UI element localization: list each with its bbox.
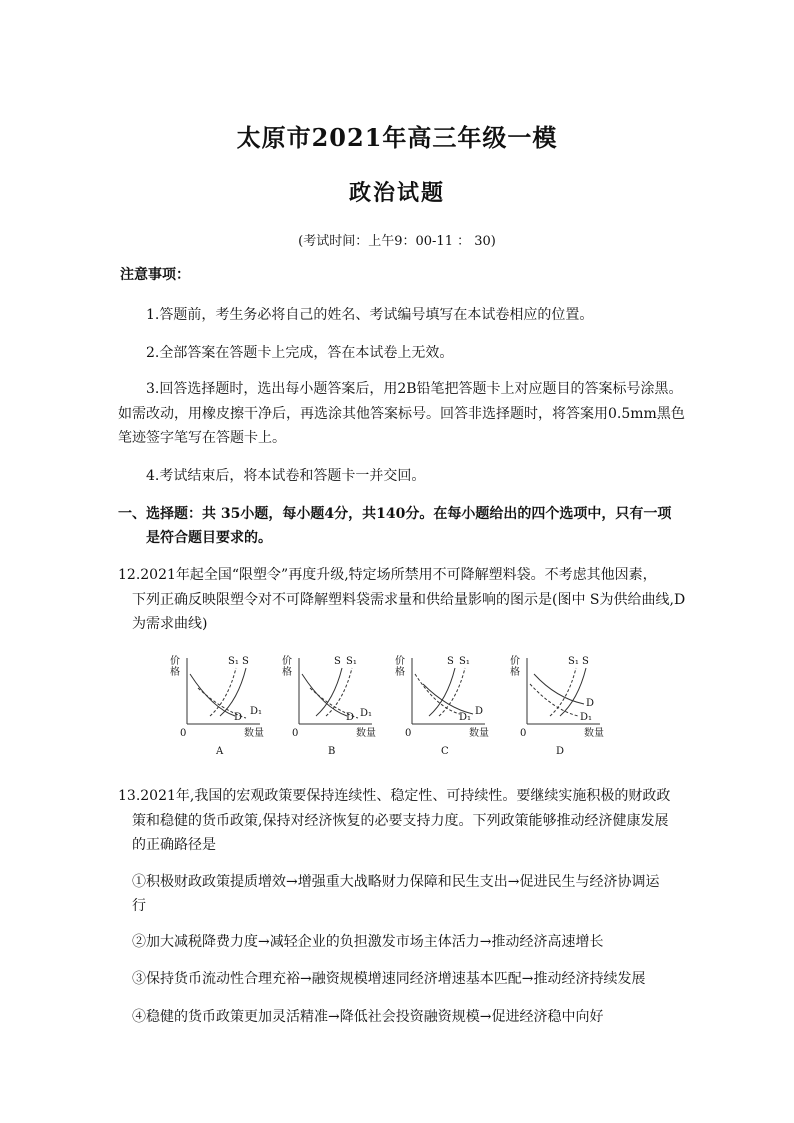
notice-item: 4.考试结束后，将本试卷和答题卡一并交回。 <box>146 468 426 484</box>
graph-y-label: 价格 <box>510 656 520 678</box>
curve-label: S <box>582 656 589 667</box>
notice-item: 如需改动，用橡皮擦干净后，再选涂其他答案标号。回答非选择题时，将答案用0.5mm黑色 <box>118 406 685 422</box>
supply-demand-figure <box>160 648 620 760</box>
question-13-text: 策和稳健的货币政策,保持对经济恢复的必要支持力度。下列政策能够推动经济健康发展 <box>132 813 669 829</box>
curve-label: D₁ <box>459 712 472 723</box>
notice-item: 笔迹签字笔写在答题卡上。 <box>118 430 286 446</box>
graph-option-label: D <box>556 746 565 757</box>
graph-option-label: C <box>441 746 449 757</box>
graph-x-label: 数量 <box>244 728 264 739</box>
graph-a <box>160 648 270 760</box>
graph-option-label: B <box>328 746 336 757</box>
graph-y-label: 价格 <box>282 656 292 678</box>
curve-label: S₁ <box>459 656 470 667</box>
curve-label: D₁ <box>360 708 373 719</box>
curve-label: D <box>234 712 243 723</box>
exam-title: 太原市2021年高三年级一模 <box>236 123 558 152</box>
graph-d <box>500 648 610 760</box>
graph-x-label: 数量 <box>356 728 376 739</box>
question-12-text: 12.2021年起全国“限塑令”再度升级,特定场所禁用不可降解塑料袋。不考虑其他因素， <box>118 567 657 583</box>
question-13-option: 行 <box>132 898 146 914</box>
graph-y-label: 价格 <box>170 656 180 678</box>
graph-b <box>272 648 382 760</box>
section-heading-cont: 是符合题目要求的。 <box>146 530 272 546</box>
curve-label: S₁ <box>228 656 239 667</box>
curve-label: D <box>586 698 595 709</box>
question-12-text: 为需求曲线) <box>132 616 208 632</box>
graph-x-label: 数量 <box>469 728 489 739</box>
curve-label: D₁ <box>250 706 263 717</box>
subject-title: 政治试题 <box>348 180 445 206</box>
question-13-option: ②加大减税降费力度→减轻企业的负担激发市场主体活力→推动经济高速增长 <box>132 934 604 950</box>
curve-label: D <box>475 706 484 717</box>
question-13-text: 的正确路径是 <box>132 837 216 853</box>
curve-label: D₁ <box>580 712 593 723</box>
graph-origin: 0 <box>520 728 527 739</box>
curve-label: S <box>334 656 341 667</box>
curve-label: S₁ <box>568 656 579 667</box>
curve-label: S₁ <box>346 656 357 667</box>
graph-origin: 0 <box>405 728 412 739</box>
curve-label: D <box>346 712 355 723</box>
notice-item: 1.答题前，考生务必将自己的姓名、考试编号填写在本试卷相应的位置。 <box>146 307 594 323</box>
graph-y-label: 价格 <box>395 656 405 678</box>
section-heading: 一、选择题：共 35小题，每小题4分，共140分。在每小题给出的四个选项中，只有一项 <box>118 506 672 522</box>
graph-origin: 0 <box>292 728 299 739</box>
question-13-option: ①积极财政政策提质增效→增强重大战略财力保障和民生支出→促进民生与经济协调运 <box>132 874 660 890</box>
curve-label: S <box>447 656 454 667</box>
notice-item: 2.全部答案在答题卡上完成，答在本试卷上无效。 <box>146 345 454 361</box>
notice-heading: 注意事项： <box>120 267 190 283</box>
question-13-text: 13.2021年,我国的宏观政策要保持连续性、稳定性、可持续性。要继续实施积极的财政政 <box>118 788 671 804</box>
graph-c <box>385 648 495 760</box>
graph-x-label: 数量 <box>584 728 604 739</box>
exam-time: (考试时间：上午9：00-11 ： 30) <box>298 234 496 249</box>
question-13-option: ④稳健的货币政策更加灵活精准→降低社会投资融资规模→促进经济稳中向好 <box>132 1009 604 1025</box>
question-12-text: 下列正确反映限塑令对不可降解塑料袋需求量和供给量影响的图示是(图中 S为供给曲线,D <box>132 592 686 608</box>
notice-item: 3.回答选择题时，选出每小题答案后，用2B铅笔把答题卡上对应题目的答案标号涂黑。 <box>146 381 683 397</box>
graph-option-label: A <box>216 746 224 757</box>
graph-origin: 0 <box>180 728 187 739</box>
question-13-option: ③保持货币流动性合理充裕→融资规模增速同经济增速基本匹配→推动经济持续发展 <box>132 971 646 987</box>
curve-label: S <box>242 656 249 667</box>
